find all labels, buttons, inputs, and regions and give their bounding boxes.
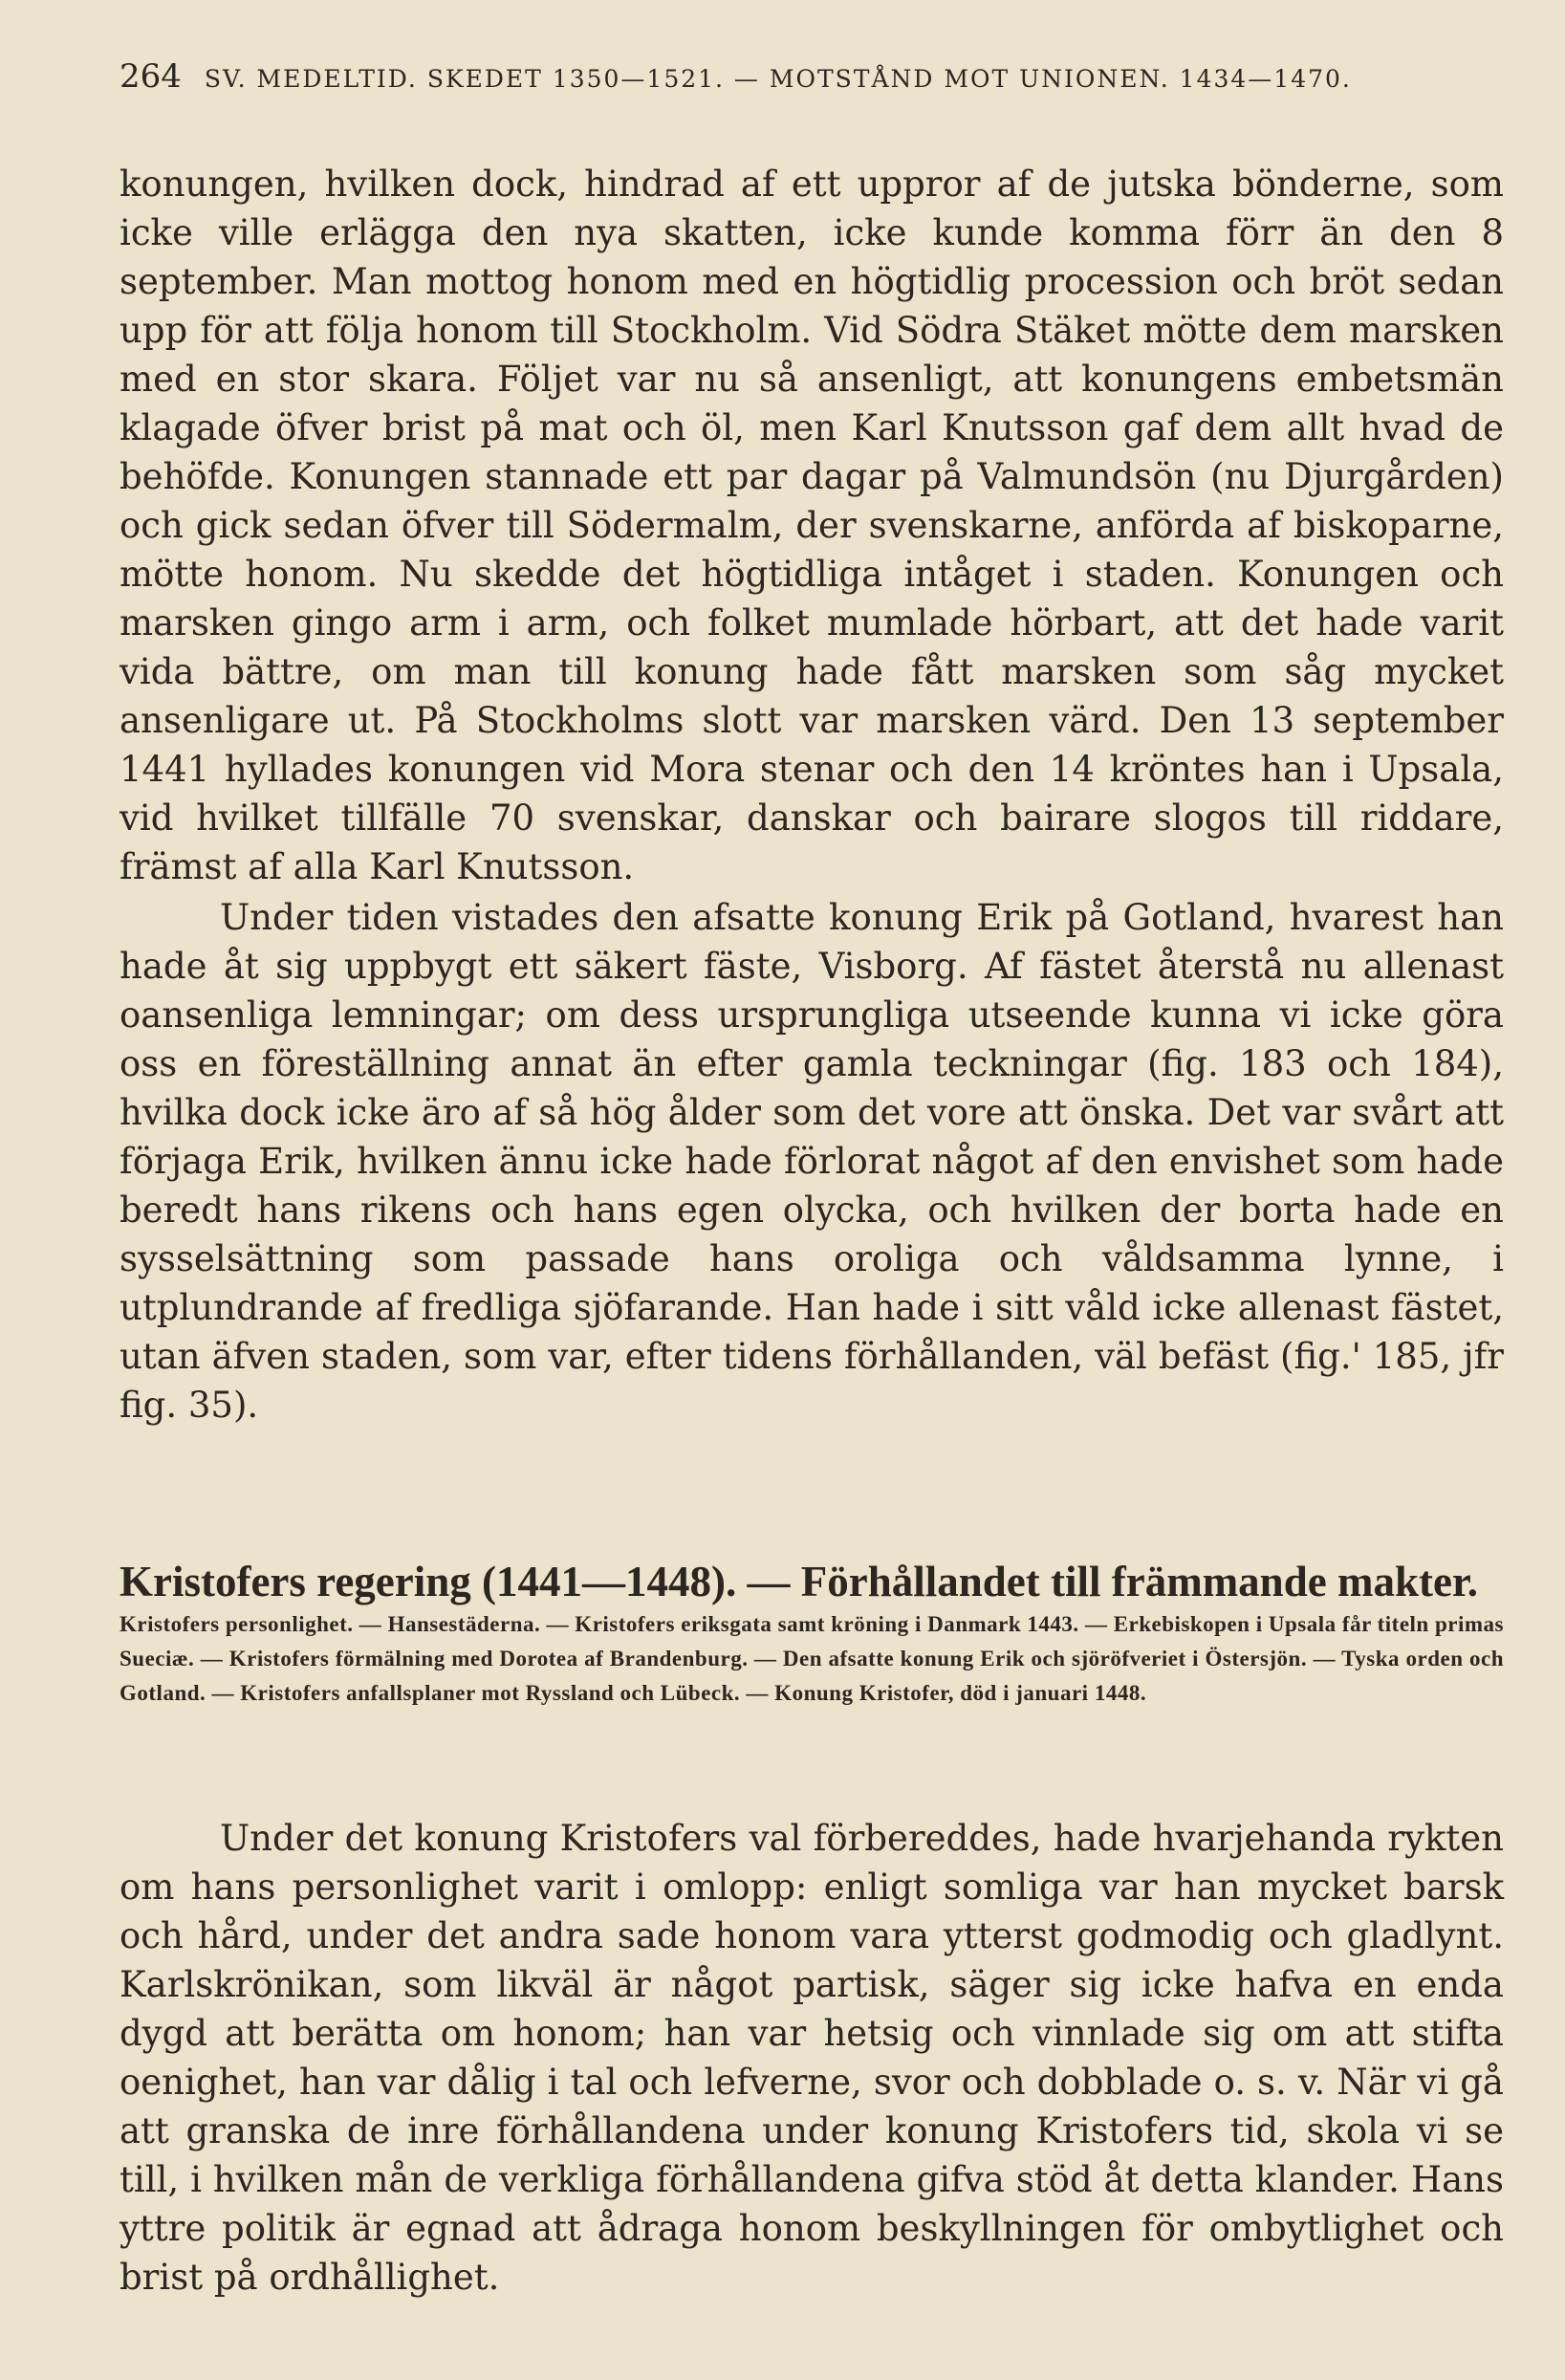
body-paragraph-3: Under det konung Kristofers val förbereddes, hade hvarjehanda rykten om hans personlighet varit i omlopp: enligt somliga var han mycket barsk och hård, under det andra sade honom vara ytterst godmodig och gladlynt. Karlskrönikan, som likväl är något partisk, säger sig icke hafva en enda dygd att berätta om honom; han var hetsig och vinnlade sig om att stifta oenighet, han var dålig i tal och lefverne, svor och dobblade o. s. v. När vi gå att granska de inre förhållandena under konung Kristofers tid, skola vi se till, i hvilken mån de verkliga förhållandena gifva stöd åt detta klander. Hans yttre politik är egnad att ådraga honom beskyllningen för ombytlighet och brist på ordhållighet. xyxy=(120,1818,1504,2298)
section-summary: Kristofers personlighet. — Hansestäderna. — Kristofers eriksgata samt kröning i Danmark 1443. — Erkebiskopen i Upsala får titeln primas Sueciæ. — Kristofers förmälning med Dorotea af Brandenburg. — Den afsatte konung Erik och sjöröfveriet i Östersjön. — Tyska orden och Gotland. — Kristofers anfallsplaner mot Ryssland och Lübeck. — Konung Kristofer, död i januari 1448. xyxy=(120,1612,1504,1705)
page-number: 264 xyxy=(120,57,182,96)
running-head: SV. MEDELTID. SKEDET 1350—1521. — MOTSTÅND MOT UNIONEN. 1434—1470. xyxy=(204,65,1352,93)
page-header xyxy=(120,57,1506,96)
body-paragraph-1: konungen, hvilken dock, hindrad af ett uppror af de jutska bönderne, som icke ville erlägga den nya skatten, icke kunde komma förr än den 8 september. Man mottog honom med en högtidlig procession och bröt sedan upp för att följa honom till Stockholm. Vid Södra Stäket mötte dem marsken med en stor skara. Följet var nu så ansenligt, att konungens embetsmän klagade öfver brist på mat och öl, men Karl Knutsson gaf dem allt hvad de behöfde. Konungen stannade ett par dagar på Valmundsön (nu Djurgården) och gick sedan öfver till Södermalm, der svenskarne, anförda af biskoparne, mötte honom. Nu skedde det högtidliga intåget i staden. Konungen och marsken gingo arm i arm, och folket mumlade hörbart, att det hade varit vida bättre, om man till konung hade fått marsken som såg mycket ansenligare ut. På Stockholms slott var marsken värd. Den 13 september 1441 hyllades konungen vid Mora stenar och den 14 kröntes han i Upsala, vid hvilket tillfälle 70 svenskar, danskar och bairare slogos till riddare, främst af alla Karl Knutsson. xyxy=(120,164,1504,887)
body-paragraph-2: Under tiden vistades den afsatte konung Erik på Gotland, hvarest han hade åt sig uppbygt ett säkert fäste, Visborg. Af fästet återstå nu allenast oansenliga lemningar; om dess ursprungliga utseende kunna vi icke göra oss en föreställning annat än efter gamla teckningar (fig. 183 och 184), hvilka dock icke äro af så hög ålder som det vore att önska. Det var svårt att förjaga Erik, hvilken ännu icke hade förlorat något af den envishet som hade beredt hans rikens och hans egen olycka, och hvilken der borta hade en sysselsättning som passade hans oroliga och våldsamma lynne, i utplundrande af fredliga sjöfarande. Han hade i sitt våld icke allenast fästet, utan äfven staden, som var, efter tidens förhållanden, väl befäst (fig.' 185, jfr fig. 35). xyxy=(120,897,1504,1426)
section-heading: Kristofers regering (1441—1448). — Förhållandet till främmande makter. xyxy=(120,1558,1479,1606)
